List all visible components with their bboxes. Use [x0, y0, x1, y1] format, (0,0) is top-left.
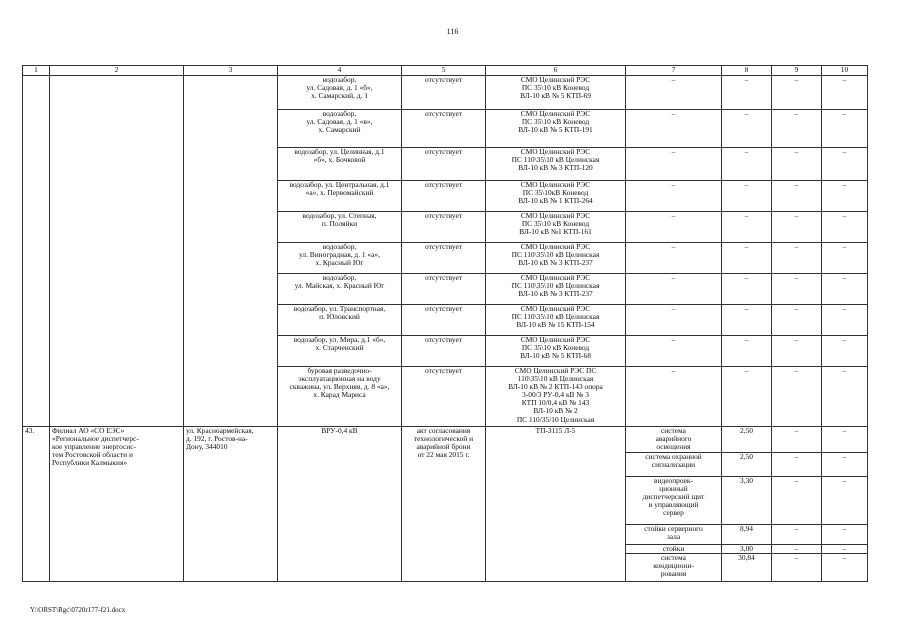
- cell-col9: –: [772, 525, 822, 545]
- cell-col9: –: [772, 243, 822, 274]
- cell-consumer: –: [626, 181, 722, 212]
- column-header: 7: [626, 66, 722, 76]
- cell-consumer: –: [626, 367, 722, 427]
- column-header: 10: [822, 66, 868, 76]
- cell-col10: –: [822, 212, 868, 243]
- cell-power-source: СМО Целинский РЭС ПС 35\10 кВ Коневод ВЛ-10 кВ №1 КТП-161: [486, 212, 626, 243]
- cell-power-source: СМО Целинский РЭС ПС 35\10 кВ Коневод ВЛ-10 кВ № 5 КТП-69: [486, 76, 626, 110]
- cell-power: 8,94: [722, 525, 772, 545]
- cell-power: –: [722, 243, 772, 274]
- cell-power-source: СМО Целинский РЭС ПС 110\35\10 кВ Целинская ВЛ-10 кВ № 15 КТП-154: [486, 305, 626, 336]
- cell-status: отсутствует: [402, 76, 486, 110]
- table-row: [23, 427, 868, 453]
- cell-power: –: [722, 367, 772, 427]
- cell-power: –: [722, 76, 772, 110]
- cell-status: отсутствует: [402, 336, 486, 367]
- cell-consumer: –: [626, 76, 722, 110]
- cell-power: –: [722, 212, 772, 243]
- column-header: 2: [50, 66, 184, 76]
- column-header: 3: [184, 66, 278, 76]
- cell-object: водозабор, ул. Центральная, д.1 «а», х. Первомайский: [278, 181, 402, 212]
- column-header: 4: [278, 66, 402, 76]
- cell-consumer: видеопроек- ционный диспетчерский щит и управляющий сервер: [626, 477, 722, 525]
- cell-organization: [50, 76, 184, 427]
- cell-power-source: СМО Целинский РЭС ПС 110\35\10 кВ Целинская ВЛ-10 кВ № 3 КТП-237: [486, 274, 626, 305]
- cell-power: 3,30: [722, 477, 772, 525]
- cell-object: ВРУ-0,4 кВ: [278, 427, 402, 582]
- cell-act: акт согласования технологической и аварийной брони от 22 мая 2015 г.: [402, 427, 486, 582]
- cell-col9: –: [772, 453, 822, 477]
- cell-consumer: система охранной сигнализации: [626, 453, 722, 477]
- cell-address: ул. Красноармейская, д. 192, г. Ростов-на- Дону, 344010: [184, 427, 278, 582]
- cell-consumer: стойки: [626, 545, 722, 554]
- page-number: 116: [446, 27, 459, 36]
- cell-power: 2,50: [722, 427, 772, 453]
- cell-power: –: [722, 274, 772, 305]
- cell-power: 30,84: [722, 554, 772, 582]
- cell-status: отсутствует: [402, 212, 486, 243]
- cell-col10: –: [822, 274, 868, 305]
- cell-power-source: СМО Целинский РЭС ПС 35\10кВ Коневод ВЛ-10 кВ № 1 КТП-264: [486, 181, 626, 212]
- cell-col10: –: [822, 110, 868, 148]
- cell-object: водозабор, ул. Виноградная, д. 1 «а», х. Красный Юг: [278, 243, 402, 274]
- cell-col10: –: [822, 554, 868, 582]
- cell-col9: –: [772, 477, 822, 525]
- cell-power-source: СМО Целинский РЭС ПС 110\35\10 кВ Целинская ВЛ-10 кВ № 3 КТП-120: [486, 148, 626, 181]
- cell-power: 3,00: [722, 545, 772, 554]
- cell-power-source: СМО Целинский РЭС ПС 35\10 кВ Коневод ВЛ-10 кВ № 5 КТП-191: [486, 110, 626, 148]
- cell-number: [23, 76, 50, 427]
- cell-object: водозабор, ул. Садовая, д. 1 «б», х. Самарский, д. 1: [278, 76, 402, 110]
- cell-consumer: –: [626, 148, 722, 181]
- cell-consumer: система кондициони- рования: [626, 554, 722, 582]
- column-header: 1: [23, 66, 50, 76]
- cell-organization: Филиал АО «СО ЕЭС» «Региональное диспетчерс- кое управление энергосис- тем Ростовской области и Республики Калмыкия»: [50, 427, 184, 582]
- table-row: [23, 76, 868, 110]
- footer-file-path: Y:\ORST\Rgc\0720r177-f21.docx: [30, 606, 126, 614]
- column-header: 5: [402, 66, 486, 76]
- cell-col10: –: [822, 148, 868, 181]
- cell-consumer: –: [626, 212, 722, 243]
- cell-power: –: [722, 110, 772, 148]
- cell-col10: –: [822, 76, 868, 110]
- cell-col9: –: [772, 427, 822, 453]
- column-header: 8: [722, 66, 772, 76]
- cell-consumer: стойки серверного зала: [626, 525, 722, 545]
- cell-consumer: –: [626, 243, 722, 274]
- cell-status: отсутствует: [402, 274, 486, 305]
- cell-col9: –: [772, 274, 822, 305]
- cell-consumer: –: [626, 336, 722, 367]
- cell-object: водозабор, ул. Транспортная, п. Юловский: [278, 305, 402, 336]
- cell-col9: –: [772, 336, 822, 367]
- cell-col9: –: [772, 367, 822, 427]
- cell-consumer: –: [626, 110, 722, 148]
- cell-col9: –: [772, 554, 822, 582]
- cell-status: отсутствует: [402, 367, 486, 427]
- cell-power: –: [722, 148, 772, 181]
- cell-col10: –: [822, 305, 868, 336]
- cell-col9: –: [772, 181, 822, 212]
- column-header: 9: [772, 66, 822, 76]
- cell-power-source: СМО Целинский РЭС ПС 35\10 кВ Коневод ВЛ-10 кВ № 5 КТП-68: [486, 336, 626, 367]
- cell-consumer: –: [626, 274, 722, 305]
- cell-col9: –: [772, 148, 822, 181]
- cell-object: водозабор, ул. Майская, х. Красный Юг: [278, 274, 402, 305]
- cell-col9: –: [772, 305, 822, 336]
- cell-consumer: –: [626, 305, 722, 336]
- cell-power: –: [722, 305, 772, 336]
- cell-status: отсутствует: [402, 148, 486, 181]
- cell-col10: –: [822, 367, 868, 427]
- cell-col9: –: [772, 212, 822, 243]
- cell-object: буровая разведочно- эксплуатационная на воду скважина, ул. Верхняя, д. 8 «а», х. Карад Мариса: [278, 367, 402, 427]
- cell-consumer: система аварийного освещения: [626, 427, 722, 453]
- cell-col10: –: [822, 181, 868, 212]
- cell-power-source: ТП-3115 Л-5: [486, 427, 626, 582]
- reservation-table: [22, 65, 868, 582]
- cell-object: водозабор, ул. Мира, д.1 «б», х. Старченский: [278, 336, 402, 367]
- column-header-row: [23, 66, 868, 76]
- cell-address: [184, 76, 278, 427]
- cell-object: водозабор, ул. Целинная, д.1 «б», х. Бочковой: [278, 148, 402, 181]
- cell-power-source: СМО Целинский РЭС ПС 110\35\10 кВ Целинская ВЛ-10 кВ № 2 КТП-143 опора 3-00/3 РУ-0,4 кВ № 3 КТП 10/0,4 кВ № 143 ВЛ-10 кВ № 2 ПС 110/35/10 Целинская: [486, 367, 626, 427]
- cell-col10: –: [822, 427, 868, 453]
- cell-col10: –: [822, 477, 868, 525]
- cell-col10: –: [822, 525, 868, 545]
- column-header: 6: [486, 66, 626, 76]
- cell-col10: –: [822, 243, 868, 274]
- cell-object: водозабор, ул. Степная, п. Поляйки: [278, 212, 402, 243]
- cell-status: отсутствует: [402, 110, 486, 148]
- cell-object: водозабор, ул. Садовая, д. 1 «в», х. Самарский: [278, 110, 402, 148]
- cell-status: отсутствует: [402, 181, 486, 212]
- cell-col10: –: [822, 545, 868, 554]
- cell-col9: –: [772, 545, 822, 554]
- cell-power: –: [722, 336, 772, 367]
- cell-status: отсутствует: [402, 243, 486, 274]
- cell-number: 43.: [23, 427, 50, 582]
- cell-col10: –: [822, 453, 868, 477]
- cell-power: –: [722, 181, 772, 212]
- cell-col9: –: [772, 76, 822, 110]
- cell-status: отсутствует: [402, 305, 486, 336]
- cell-col9: –: [772, 110, 822, 148]
- cell-power: 2,50: [722, 453, 772, 477]
- cell-power-source: СМО Целинский РЭС ПС 110\35\10 кВ Целинская ВЛ-10 кВ № 3 КТП-237: [486, 243, 626, 274]
- cell-col10: –: [822, 336, 868, 367]
